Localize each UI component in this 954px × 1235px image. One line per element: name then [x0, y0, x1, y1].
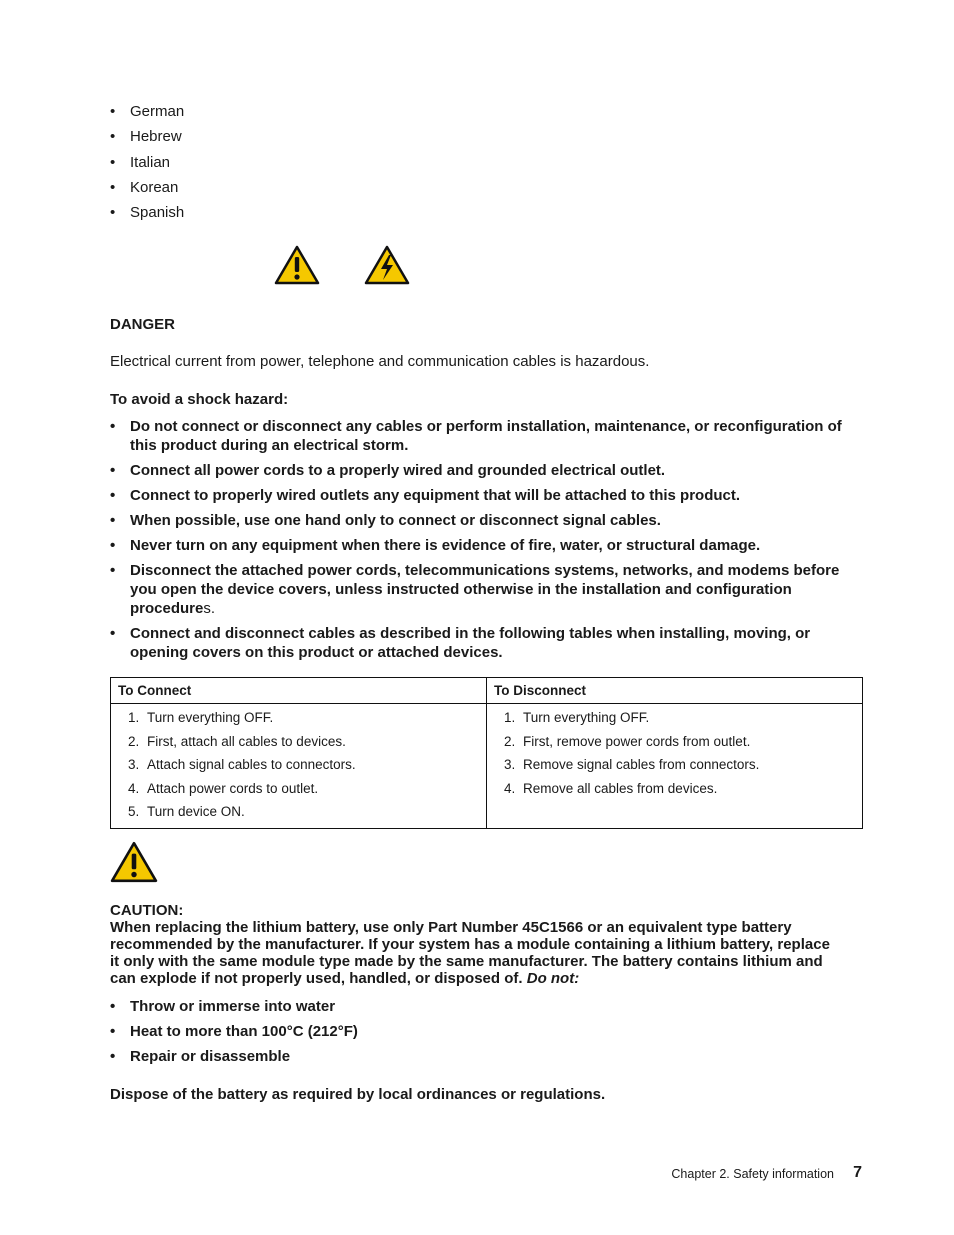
list-item [504, 708, 855, 732]
list-item [504, 779, 855, 803]
step-text: Turn everything OFF. [147, 710, 274, 725]
cable-procedure-table [110, 677, 863, 829]
caution-block [110, 902, 870, 987]
step-number: 3. [504, 757, 516, 772]
list-item: • German [110, 102, 184, 127]
disconnect-steps-cell [487, 704, 863, 829]
caution-line [110, 970, 870, 987]
do-not-label: Do not: [526, 970, 580, 987]
list-item: • Throw or immerse into water [110, 997, 358, 1022]
caution-heading: CAUTION: [110, 902, 184, 919]
step-text: Turn everything OFF. [523, 710, 650, 725]
list-item: • Do not connect or disconnect any cables or perform installation, maintenance, or reconfiguration of this product during an electrical storm. [110, 417, 870, 455]
list-item: • Connect all power cords to a properly wired and grounded electrical outlet. [110, 461, 870, 480]
list-item: • Korean [110, 178, 184, 203]
list-item: • Connect to properly wired outlets any equipment that will be attached to this product. [110, 486, 870, 505]
step-text: First, attach all cables to devices. [147, 733, 346, 749]
list-item: • Connect and disconnect cables as described in the following tables when installing, moving, or opening covers on this product or attached devices. [110, 624, 870, 662]
caution-line-text: can explode if not properly used, handled, or disposed of. [110, 970, 523, 987]
list-item: • Never turn on any equipment when there is evidence of fire, water, or structural damage. [110, 536, 870, 555]
list-item [504, 732, 855, 756]
language-list [110, 102, 184, 228]
warning-triangle-icon [274, 245, 320, 285]
step-number: 1. [504, 710, 516, 725]
list-item-text: Disconnect the attached power cords, telecommunications systems, networks, and modems before you open the device covers, unless instructed otherwise in the installation and configuration procedure [130, 562, 840, 617]
step-number: 4. [504, 780, 516, 796]
warning-triangle-icon [110, 841, 158, 883]
step-number: 5. [128, 804, 140, 819]
connect-steps-list [118, 708, 479, 826]
caution-line: When replacing the lithium battery, use only Part Number 45C1566 or an equivalent type battery [110, 919, 792, 936]
list-item [128, 755, 479, 779]
list-item: • When possible, use one hand only to connect or disconnect signal cables. [110, 511, 870, 530]
list-item: • Repair or disassemble [110, 1047, 358, 1072]
list-item-suffix: s. [203, 600, 216, 617]
list-item: • Hebrew [110, 127, 184, 152]
list-item: • Spanish [110, 203, 184, 228]
danger-statement: Electrical current from power, telephone and communication cables is hazardous. [110, 353, 650, 370]
list-item [128, 779, 479, 803]
list-item [128, 732, 479, 756]
disconnect-steps-list [494, 708, 855, 802]
step-number: 1. [128, 710, 140, 725]
column-header-connect: To Connect [111, 678, 487, 704]
disposal-statement: Dispose of the battery as required by local ordinances or regulations. [110, 1086, 606, 1103]
list-item [128, 802, 479, 826]
step-text: Attach signal cables to connectors. [147, 757, 356, 772]
danger-subheading: To avoid a shock hazard: [110, 391, 289, 408]
list-item [128, 708, 479, 732]
step-text: First, remove power cords from outlet. [523, 733, 751, 749]
column-header-disconnect: To Disconnect [487, 678, 863, 704]
step-text: Remove signal cables from connectors. [523, 757, 760, 772]
step-text: Remove all cables from devices. [523, 780, 718, 796]
chapter-title: Chapter 2. Safety information [671, 1167, 834, 1181]
danger-heading: DANGER [110, 316, 176, 333]
step-text: Attach power cords to outlet. [147, 780, 319, 796]
list-item: • Italian [110, 153, 184, 178]
high-voltage-icon [364, 245, 410, 285]
shock-hazard-list [110, 417, 870, 668]
list-item [110, 561, 870, 618]
step-text: Turn device ON. [147, 804, 245, 819]
step-number: 2. [504, 733, 516, 749]
battery-precautions-list [110, 997, 358, 1072]
caution-line: recommended by the manufacturer. If your system has a module containing a lithium battery, replace [110, 936, 830, 953]
step-number: 4. [128, 780, 140, 796]
step-number: 3. [128, 757, 140, 772]
connect-steps-cell [111, 704, 487, 829]
list-item [504, 755, 855, 779]
caution-line: it only with the same module type made by the same manufacturer. The battery contains lithium and [110, 953, 823, 970]
step-number: 2. [128, 733, 140, 749]
page-number: 7 [853, 1164, 862, 1181]
list-item: • Heat to more than 100°C (212°F) [110, 1022, 358, 1047]
